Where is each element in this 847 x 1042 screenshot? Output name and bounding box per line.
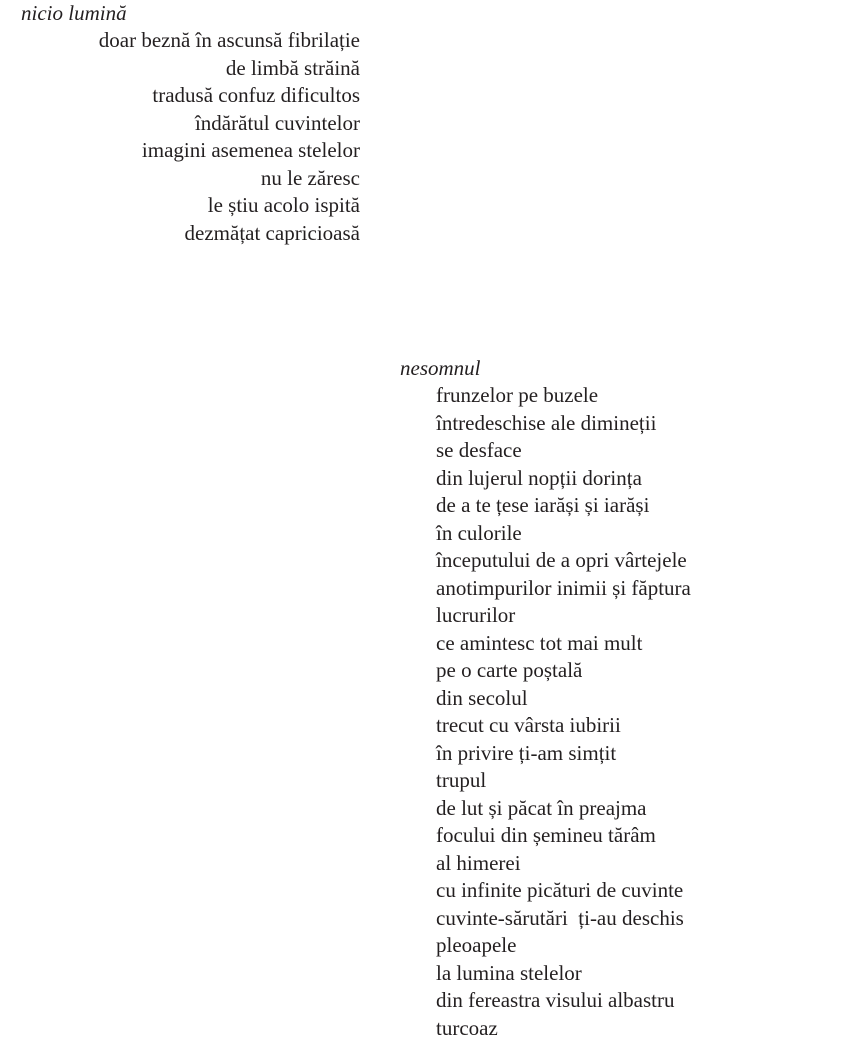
poem-body-nesomnul — [436, 382, 691, 1042]
poem-line: trupul — [436, 767, 691, 795]
poem-line: frunzelor pe buzele — [436, 382, 691, 410]
poem-line: din secolul — [436, 685, 691, 713]
poem-line: turcoaz — [436, 1015, 691, 1042]
poem-line: întredeschise ale dimineții — [436, 410, 691, 438]
poem-line: în culorile — [436, 520, 691, 548]
poem-line: cuvinte-sărutări ți-au deschis — [436, 905, 691, 933]
poem-line: tradusă confuz dificultos — [0, 82, 360, 110]
poem-title-nicio-lumina: nicio lumină — [21, 0, 127, 27]
poem-line: ce amintesc tot mai mult — [436, 630, 691, 658]
poem-line: la lumina stelelor — [436, 960, 691, 988]
poem-line: începutului de a opri vârtejele — [436, 547, 691, 575]
poem-line: se desface — [436, 437, 691, 465]
poem-line: imagini asemenea stelelor — [0, 137, 360, 165]
poem-line: dezmățat capricioasă — [0, 220, 360, 248]
poem-line: doar beznă în ascunsă fibrilație — [0, 27, 360, 55]
poem-line: le știu acolo ispită — [0, 192, 360, 220]
poem-line: pe o carte poștală — [436, 657, 691, 685]
poem-title-nesomnul: nesomnul — [400, 355, 481, 382]
poem-line: trecut cu vârsta iubirii — [436, 712, 691, 740]
poem-line: de a te țese iarăși și iarăși — [436, 492, 691, 520]
poem-line: din lujerul nopții dorința — [436, 465, 691, 493]
poem-line: anotimpurilor inimii și făptura — [436, 575, 691, 603]
poem-line: focului din șemineu tărâm — [436, 822, 691, 850]
poem-line: cu infinite picături de cuvinte — [436, 877, 691, 905]
poem-line: din fereastra visului albastru — [436, 987, 691, 1015]
poem-line: îndărătul cuvintelor — [0, 110, 360, 138]
poem-body-nicio-lumina — [0, 27, 360, 247]
poem-line: de limbă străină — [0, 55, 360, 83]
poem-line: de lut și păcat în preajma — [436, 795, 691, 823]
poem-line: nu le zăresc — [0, 165, 360, 193]
poem-line: pleoapele — [436, 932, 691, 960]
poem-line: lucrurilor — [436, 602, 691, 630]
poem-line: în privire ți-am simțit — [436, 740, 691, 768]
poem-line: al himerei — [436, 850, 691, 878]
